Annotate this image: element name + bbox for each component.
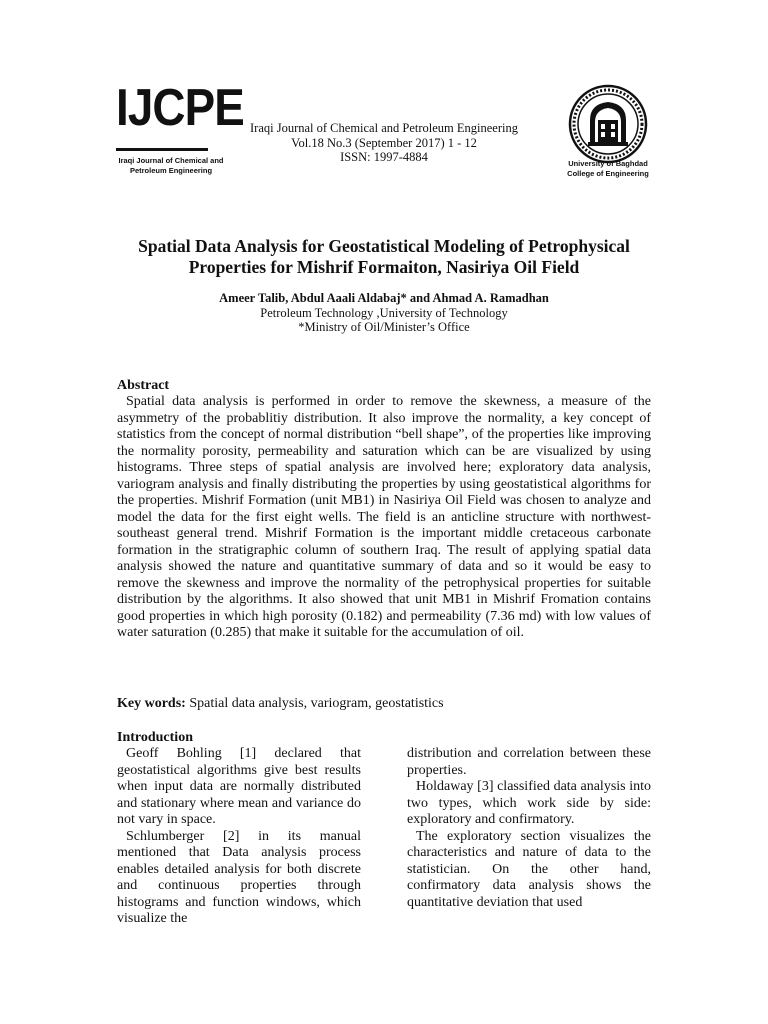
journal-volume: Vol.18 No.3 (September 2017) 1 - 12	[291, 135, 477, 150]
university-seal-icon	[568, 84, 648, 164]
logo-subtitle-line2: Petroleum Engineering	[129, 166, 213, 175]
university-name: University of Baghdad	[568, 159, 648, 168]
journal-header	[230, 121, 538, 165]
introduction-heading: Introduction	[117, 730, 193, 745]
paper-title-line2: Properties for Mishrif Formaiton, Nasiriya Oil Field	[188, 257, 580, 277]
journal-name: Iraqi Journal of Chemical and Petroleum Engineering	[250, 121, 518, 135]
keywords-text: Spatial data analysis, variogram, geostatistics	[185, 696, 444, 711]
paragraph: Holdaway [3] classified data analysis into two types, which work side by side: exploratory and confirmatory.	[407, 779, 651, 827]
author-block	[100, 291, 668, 335]
introduction-column-left	[117, 746, 361, 928]
paragraph: distribution and correlation between these properties.	[407, 746, 651, 778]
college-name: College of Engineering	[567, 169, 649, 178]
paper-title	[100, 236, 668, 278]
journal-issn: ISSN: 1997-4884	[340, 150, 428, 164]
paragraph: Schlumberger [2] in its manual mentioned that Data analysis process enables detailed analysis for both discrete and continuous properties through histograms and function windows, which visualize the	[117, 828, 361, 926]
paragraph: The exploratory section visualizes the characteristics and nature of data to the statistician. On the other hand, confirmatory data analysis shows the quantitative deviation that used	[407, 828, 651, 910]
logo-rule	[116, 148, 208, 151]
keywords-label: Key words:	[117, 696, 186, 711]
university-caption	[552, 159, 664, 179]
abstract-body: Spatial data analysis is performed in order to remove the skewness, a measure of the asymmetry of the probablitiy distribution. It also improve the normality, a key concept of statistics from the concept of normal distribution “bell shape”, of the properties like improving the normality porosity, permeability and saturation which can be are visualized by using histograms. Three steps of spatial analysis are involved here; exploratory data analysis, variogram analysis and finally distributing the properties by using geostatistical algorithms for the properties. Mishrif Formation (unit MB1) in Nasiriya Oil Field was chosen to analyze and model the data for the first eight wells. The field is an anticline structure with northwest- southeast general trend. Mishrif Formation is the important middle cretaceous carbonate formation in the stratigraphic column of southern Iraq. The result of applying spatial data analysis showed the nature and quantitative summary of data and so it would be easy to remove the skewness and improve the normality of the petrophysical properties for suitable distribution by the algorithms. It also showed that unit MB1 in Mishrif Fromation contains good properties in which high porosity (0.182) and permeability (7.36 md) with low values of water saturation (0.285) that make it suitable for the accumulation of oil.	[117, 394, 651, 640]
logo-subtitle	[116, 156, 226, 176]
paper-title-line1: Spatial Data Analysis for Geostatistical Modeling of Petrophysical	[138, 236, 630, 256]
introduction-column-right	[407, 746, 651, 911]
paragraph: Geoff Bohling [1] declared that geostatistical algorithms give best results when input data are normally distributed and stationary where mean and variance do not vary in space.	[117, 746, 361, 827]
logo-mark: IJCPE	[116, 79, 244, 137]
journal-logo	[116, 79, 244, 175]
author-names: Ameer Talib, Abdul Aaali Aldabaj* and Ahmad A. Ramadhan	[219, 291, 549, 305]
logo-subtitle-line1: Iraqi Journal of Chemical and	[118, 156, 224, 165]
keywords	[117, 696, 651, 713]
affiliation-1: Petroleum Technology ,University of Technology	[260, 305, 508, 320]
abstract-heading: Abstract	[117, 378, 170, 393]
affiliation-2: *Ministry of Oil/Minister’s Office	[298, 320, 470, 334]
